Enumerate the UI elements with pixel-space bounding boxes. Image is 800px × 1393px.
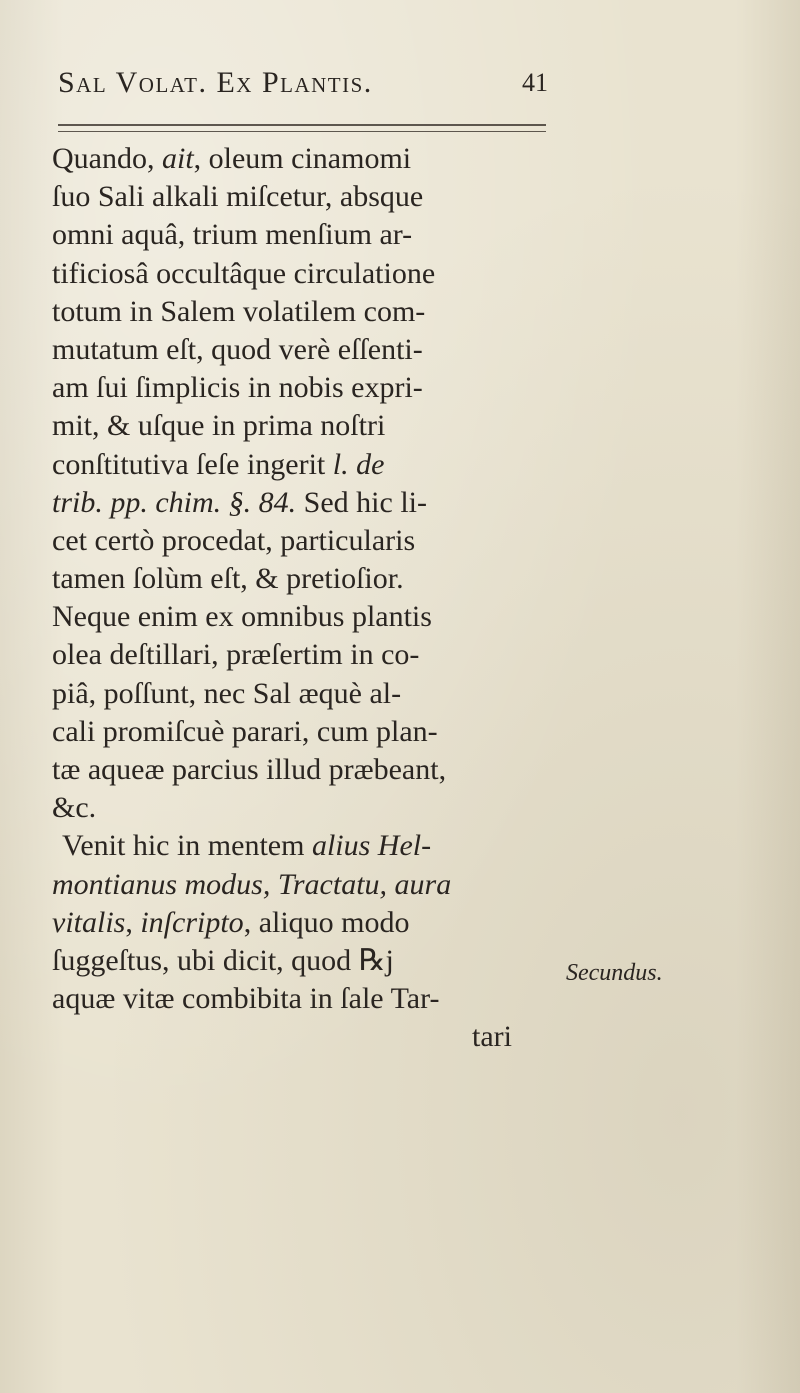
text-line xyxy=(52,407,572,445)
text-run: am ſui ſimplicis in nobis expri- xyxy=(52,371,423,405)
text-run: piâ, poſſunt, nec Sal æquè al- xyxy=(52,676,402,710)
text-run: &c. xyxy=(52,791,97,825)
text-line xyxy=(52,178,572,216)
italic-run: trib. pp. chim. §. 84. xyxy=(52,485,297,519)
text-run: cet certò procedat, particularis xyxy=(52,523,416,557)
text-run: mutatum eſt, quod verè eſſenti- xyxy=(52,332,423,366)
running-head xyxy=(58,66,548,106)
italic-run: montianus modus, Tractatu, aura xyxy=(52,867,452,901)
italic-run: ait xyxy=(161,142,194,175)
running-head-title: Sal Volat. Ex Plantis. xyxy=(58,66,373,99)
text-run: Sed hic li- xyxy=(296,485,427,519)
page-number: 41 xyxy=(522,68,548,97)
text-line xyxy=(52,827,572,865)
text-run: ſuggeſtus, ubi dicit, quod ℞j xyxy=(52,943,394,977)
catchword xyxy=(52,1018,572,1056)
text-run: , aliquo modo xyxy=(243,905,410,939)
text-line xyxy=(52,484,572,522)
header-rule xyxy=(58,124,546,132)
italic-run: vitalis xyxy=(52,905,126,939)
text-run: tari xyxy=(472,1020,512,1054)
text-line xyxy=(52,636,572,674)
italic-run: l. de xyxy=(332,447,385,481)
text-line xyxy=(52,140,572,178)
text-line xyxy=(52,904,572,942)
text-line xyxy=(52,598,572,636)
text-run: cali promiſcuè parari, cum plan- xyxy=(52,714,438,748)
text-run: totum in Salem volatilem com- xyxy=(52,294,426,328)
text-run: omni aquâ, trium menſium ar- xyxy=(52,218,413,252)
text-run: Quando, xyxy=(52,142,162,175)
text-line xyxy=(52,560,572,598)
text-line xyxy=(52,942,572,980)
text-line xyxy=(52,675,572,713)
text-run: tamen ſolùm eſt, & pretioſior. xyxy=(52,562,404,596)
text-line xyxy=(52,713,572,751)
text-run: tificiosâ occultâque circulatione xyxy=(52,256,436,290)
text-line xyxy=(52,293,572,331)
text-line xyxy=(52,369,572,407)
text-run: , oleum cinamomi xyxy=(193,142,412,175)
text-line xyxy=(52,751,572,789)
text-run: Venit hic in mentem xyxy=(62,829,312,863)
text-run: aquæ vitæ combibita in ſale Tar- xyxy=(52,982,440,1016)
text-run: mit, & uſque in prima noſtri xyxy=(52,409,386,443)
text-run: , xyxy=(125,905,141,939)
text-line xyxy=(52,789,572,827)
text-run: conſtitutiva ſeſe ingerit xyxy=(52,447,333,481)
text-run: olea deſtillari, præſertim in co- xyxy=(52,638,420,672)
text-run: ſuo Sali alkali miſcetur, absque xyxy=(52,180,424,214)
text-line xyxy=(52,255,572,293)
text-line xyxy=(52,331,572,369)
text-line xyxy=(52,216,572,254)
italic-run: inſcripto xyxy=(140,905,244,939)
margin-note: Secundus. xyxy=(566,960,663,986)
text-line xyxy=(52,866,572,904)
text-line xyxy=(52,446,572,484)
text-run: tæ aqueæ parcius illud præbeant, xyxy=(52,753,447,786)
text-run: Neque enim ex omnibus plantis xyxy=(52,600,432,634)
text-line xyxy=(52,522,572,560)
italic-run: alius Hel- xyxy=(311,829,432,863)
body-text xyxy=(52,140,572,1057)
text-line xyxy=(52,980,572,1018)
